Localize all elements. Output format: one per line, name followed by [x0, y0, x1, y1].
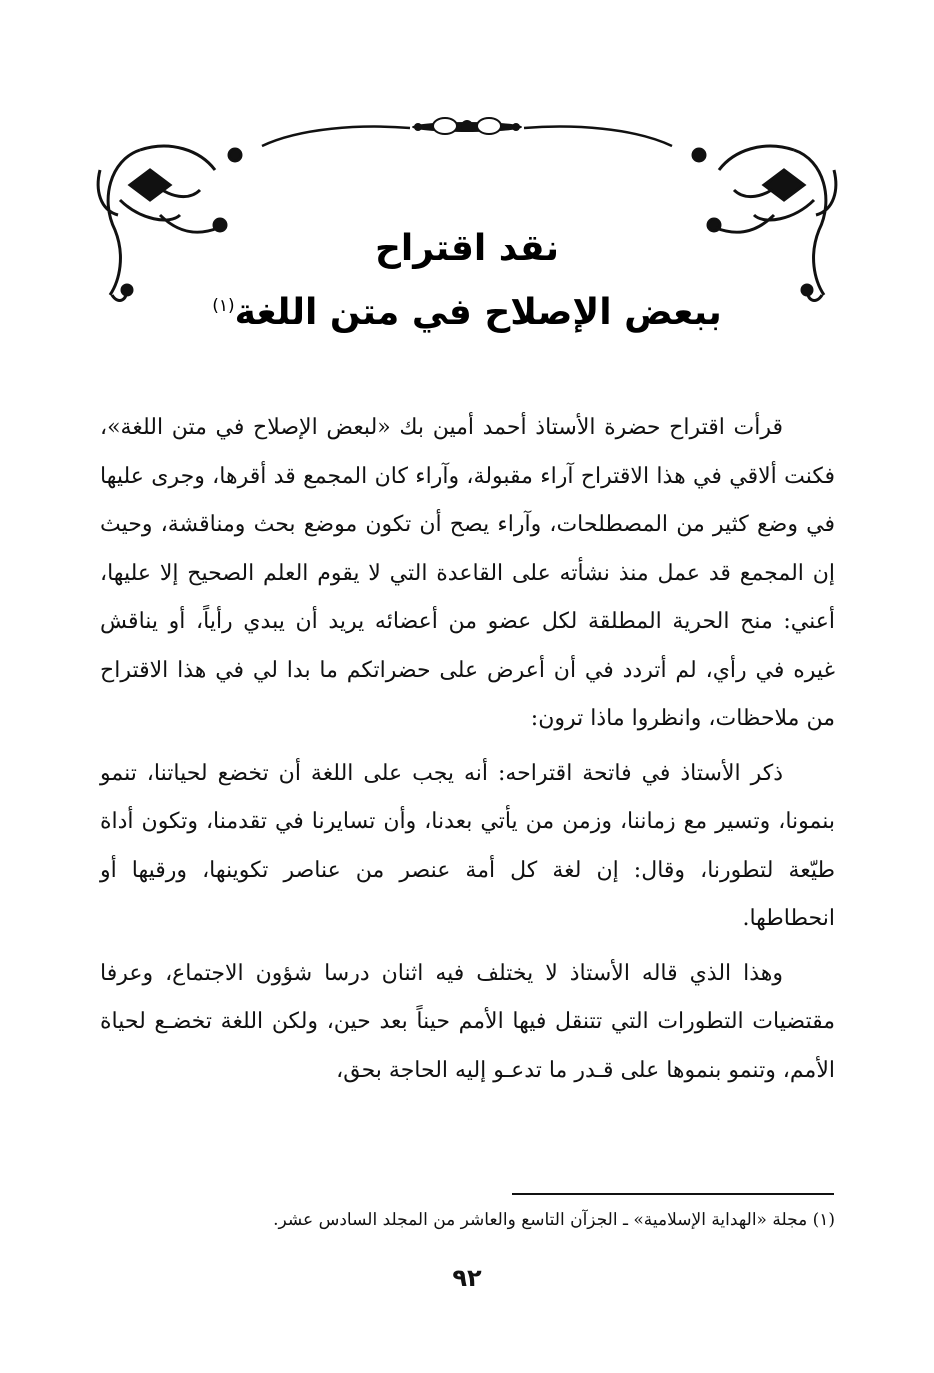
footnote-divider — [512, 1193, 834, 1195]
ornament-corner-left — [98, 146, 241, 300]
body-text — [100, 404, 835, 1095]
ornament-corner-right — [693, 146, 836, 300]
page-title-line1: نقد اقتراح — [374, 228, 560, 269]
ornament-arch-left — [262, 127, 410, 146]
paragraph: قرأت اقتراح حضرة الأستاذ أحمد أمين بك «لبعض الإصلاح في متن اللغة»، فكنت ألاقي في هذا الاقتراح آراء مقبولة، وآراء كان المجمع قد أقرها، وجرى عليها في وضع كثير من المصطلحات، وآراء يصح أن تكون موضع بحث ومناقشة، وحيث إن المجمع قد عمل منذ نشأته على القاعدة التي لا يقوم العلم الصحيح إلا عليها، أعني: منح الحرية المطلقة لكل عضو من أعضائه يريد أن يبدي رأياً، أو يناقش غيره في رأي، لم أتردد في أن أعرض على حضراتكم ما بدا لي في هذا الاقتراح من ملاحظات، وانظروا ماذا ترون: — [100, 415, 835, 731]
paragraph: ذكر الأستاذ في فاتحة اقتراحه: أنه يجب على اللغة أن تخضع لحياتنا، تنمو بنمونا، وتسير مع زماننا، وزمن من يأتي بعدنا، وأن تسايرنا في تقدمنا، وتكون أداة طيّعة لتطورنا، وقال: إن لغة كل أمة عنصر من عناصر تكوينها، ورقيها أو انحطاطها. — [100, 760, 835, 931]
footnote-marker: (١) — [212, 296, 235, 316]
paragraph: وهذا الذي قاله الأستاذ لا يختلف فيه اثنان درسا شؤون الاجتماع، وعرفا مقتضيات التطورات التي تتنقل فيها الأمم حيناً بعد حين، ولكن اللغة تخضـع لحياة الأمم، وتنمو بنموها على قـدر ما تدعـو إليه الحاجة بحق، — [100, 960, 835, 1083]
ornament-center-motif — [412, 118, 522, 134]
footnote: (١) مجلة «الهداية الإسلامية» ـ الجزآن التاسع والعاشر من المجلد السادس عشر. — [273, 1210, 835, 1230]
page-title-line2 — [0, 292, 934, 333]
page-number: ٩٢ — [452, 1264, 482, 1292]
ornament-arch-right — [524, 127, 672, 146]
title-text: ببعض الإصلاح في متن اللغة — [234, 292, 722, 333]
